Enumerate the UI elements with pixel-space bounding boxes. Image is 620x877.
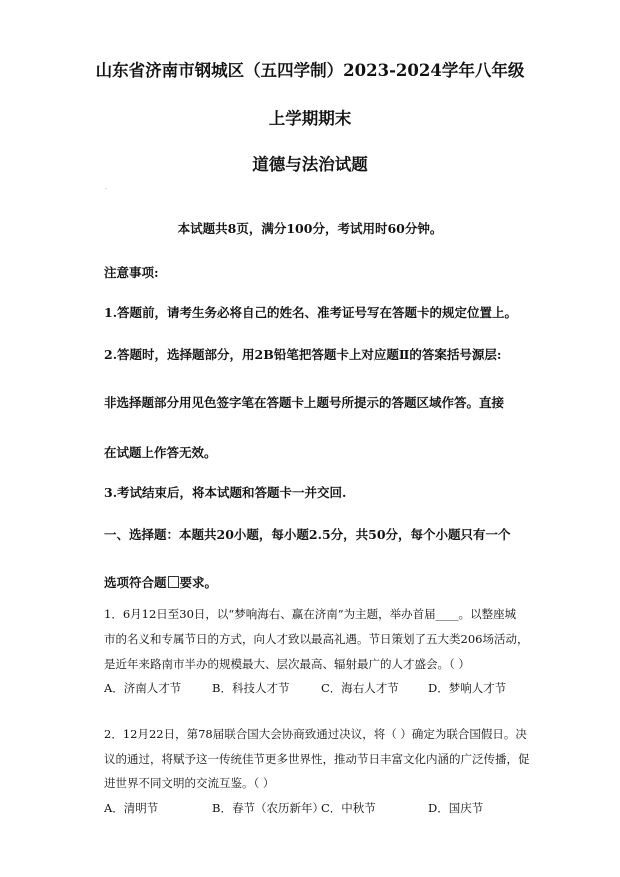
question-2-line-2: 议的通过，将赋予这一传统佳节更多世界性，推动节日丰富文化内涵的广泛传播，促 [104, 752, 530, 766]
question-1-option-c: C．海右人才节 [321, 681, 399, 695]
section-heading-line2 [104, 573, 217, 591]
section-heading-line1: 一、选择题：本题共20小题，每小题2.5分，共50分，每个小题只有一个 [104, 527, 511, 542]
question-1-option-d: D．梦响人才节 [428, 681, 507, 695]
notice-item-3: 3.考试结束后，将本试题和答题卡一并交回. [104, 485, 347, 500]
section-heading-line2-part-b: 要求。 [179, 575, 218, 590]
question-2-option-a: A．清明节 [104, 801, 159, 815]
question-1-line-2: 市的名义和专属节日的方式，向人才致以最高礼遇。节日策划了五大类206场活动， [104, 632, 529, 646]
notice-item-2: 2.答题时，选择题部分，用2B铅笔把答题卡上对应题Ⅱ的答案括号源层: [104, 347, 502, 362]
question-2-line-1: 2．12月22日，第78届联合国大会协商致通过决议，将（ ）确定为联合国假日。决 [104, 727, 527, 741]
document-subject-title: 道德与法治试题 [252, 155, 368, 174]
question-2-option-c: C．中秋节 [321, 801, 376, 815]
notice-item-1: 1.答题前，请考生务必将自己的姓名、准考证号写在答题卡的规定位置上。 [104, 305, 518, 320]
question-1-option-b: B．科技人才节 [212, 681, 290, 695]
question-2-line-3: 进世界不同文明的交流互鉴。（ ） [104, 776, 275, 790]
question-1-line-3: 是近年来路南市半办的规模最大、层次最高、辐射最广的人才盛会。（ ） [104, 657, 470, 671]
document-title-line1: 山东省济南市钢城区（五四学制）2023-2024学年八年级 [95, 61, 525, 80]
notice-heading: 注意事项: [104, 265, 159, 280]
question-1-option-a: A．济南人才节 [104, 681, 182, 695]
section-heading-line2-part-a: 选项符合题 [104, 575, 167, 590]
notice-item-2-cont-1: 非选择题部分用见色签字笔在答题卡上题号所提示的答题区域作答。直接 [104, 395, 505, 410]
document-title-line2: 上学期期末 [268, 109, 352, 128]
question-2-option-d: D．国庆节 [428, 801, 484, 815]
notice-item-2-cont-2: 在试题上作答无效。 [104, 445, 217, 460]
question-1-line-1: 1．6月12日至30日，以“梦响海右、赢在济南”为主题，举办首届____。以整座城 [104, 607, 517, 621]
stray-dot: . [105, 184, 107, 191]
missing-glyph-box-icon [168, 576, 179, 588]
question-2-option-b: B．春节（农历新年） [212, 801, 324, 815]
exam-info: 本试题共8页，满分100分，考试用时60分钟。 [177, 221, 443, 236]
